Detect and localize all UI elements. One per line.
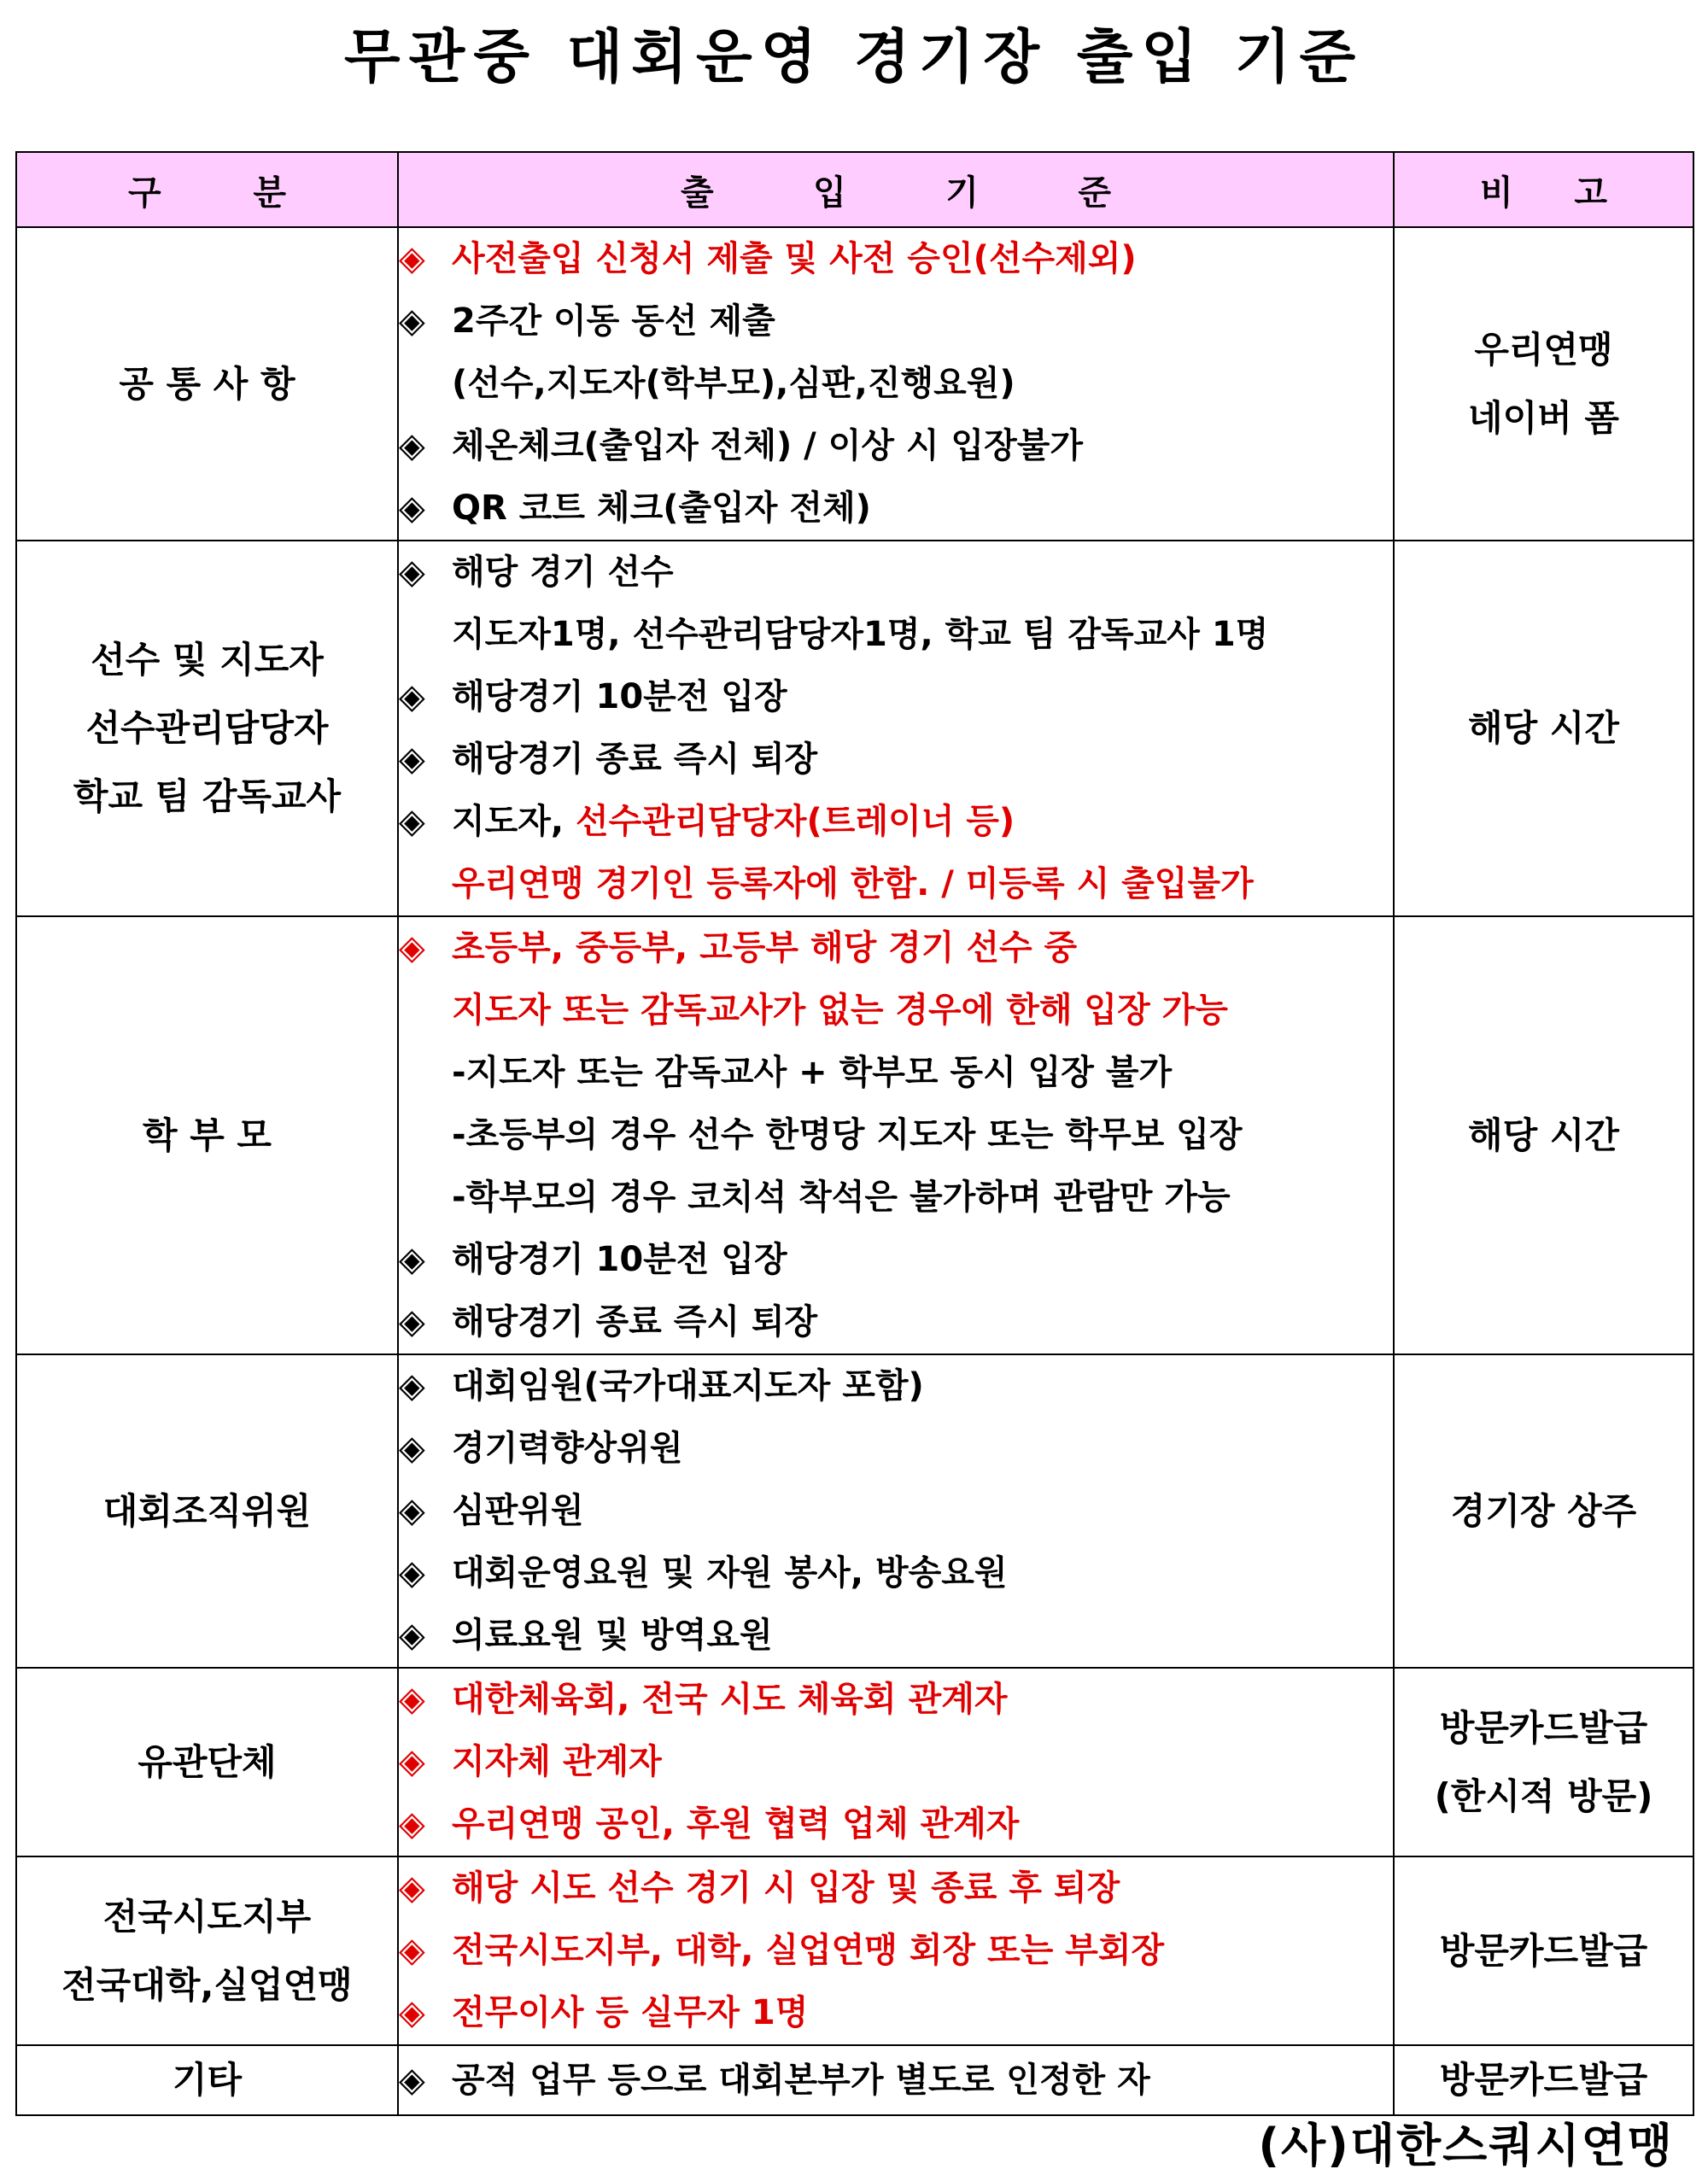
diamond-bullet-icon: ◈ <box>399 1366 425 1406</box>
criteria-line <box>399 477 1393 540</box>
criteria-line <box>399 1291 1393 1354</box>
criteria-text: 의료요원 및 방역요원 <box>452 1616 773 1655</box>
criteria-cell <box>398 541 1394 916</box>
diamond-bullet-icon: ◈ <box>399 239 425 278</box>
criteria-text: 지도자 또는 감독교사가 없는 경우에 한해 입장 가능 <box>452 991 1228 1030</box>
criteria-line <box>399 1229 1393 1291</box>
note-label: (한시적 방문) <box>1434 1774 1653 1817</box>
criteria-text: 체온체크(출입자 전체) / 이상 시 입장불가 <box>452 426 1084 465</box>
table-row <box>16 2045 1693 2115</box>
criteria-text: 경기력향상위원 <box>452 1429 683 1468</box>
category-cell <box>16 1354 398 1668</box>
criteria-line <box>399 1042 1393 1104</box>
criteria-line <box>399 1542 1393 1605</box>
note-cell <box>1394 227 1693 541</box>
category-cell <box>16 916 398 1354</box>
criteria-cell <box>398 1856 1394 2045</box>
note-cell <box>1394 2045 1693 2115</box>
category-label: 학교 팀 감독교사 <box>73 775 342 817</box>
header-note-char: 고 <box>1574 172 1607 213</box>
criteria-line <box>399 666 1393 728</box>
criteria-text: (선수,지도자(학부모),심판,진행요원) <box>452 364 1015 403</box>
note-cell <box>1394 1856 1693 2045</box>
diamond-bullet-icon: ◈ <box>399 1931 425 1970</box>
diamond-bullet-icon: ◈ <box>399 426 425 465</box>
category-label: 전국대학,실업연맹 <box>61 1963 353 2006</box>
diamond-bullet-icon: ◈ <box>399 1993 425 2032</box>
header-criteria-char: 출 <box>681 172 714 213</box>
criteria-line <box>399 1731 1393 1793</box>
criteria-text: -초등부의 경우 선수 한명당 지도자 또는 학무보 입장 <box>452 1115 1243 1155</box>
diamond-bullet-icon: ◈ <box>399 1240 425 1279</box>
criteria-text: 공적 업무 등으로 대회본부가 별도로 인정한 자 <box>452 2060 1150 2100</box>
criteria-cell <box>398 2045 1394 2115</box>
table-row <box>16 1668 1693 1856</box>
table-row <box>16 1856 1693 2045</box>
category-cell <box>16 541 398 916</box>
criteria-line <box>399 1857 1393 1920</box>
criteria-line <box>399 728 1393 791</box>
header-category-char: 분 <box>253 172 286 213</box>
table-row <box>16 916 1693 1354</box>
diamond-bullet-icon: ◈ <box>399 1680 425 1719</box>
criteria-text: 해당경기 10분전 입장 <box>452 677 787 716</box>
criteria-line <box>399 1982 1393 2044</box>
criteria-text: 해당 시도 선수 경기 시 입장 및 종료 후 퇴장 <box>452 1868 1120 1908</box>
category-cell <box>16 2045 398 2115</box>
criteria-line <box>399 979 1393 1042</box>
criteria-text: 지도자, <box>452 802 576 841</box>
criteria-line <box>399 541 1393 604</box>
category-label: 대회조직위원 <box>102 1489 312 1532</box>
diamond-bullet-icon: ◈ <box>399 1491 425 1530</box>
category-cell <box>16 227 398 541</box>
note-cell <box>1394 916 1693 1354</box>
note-label: 우리연맹 <box>1474 328 1613 371</box>
diamond-bullet-icon: ◈ <box>399 2060 425 2100</box>
note-label: 방문카드발급 <box>1439 1929 1648 1972</box>
note-label: 경기장 상주 <box>1450 1489 1637 1532</box>
diamond-bullet-icon: ◈ <box>399 740 425 779</box>
criteria-text: QR 코트 체크(출입자 전체) <box>452 488 871 528</box>
category-label: 전국시도지부 <box>102 1895 312 1938</box>
diamond-bullet-icon: ◈ <box>399 1742 425 1781</box>
criteria-text: 2주간 이동 동선 제출 <box>452 301 775 341</box>
criteria-line <box>399 1104 1393 1166</box>
criteria-line <box>399 228 1393 290</box>
diamond-bullet-icon: ◈ <box>399 553 425 592</box>
criteria-text: 해당경기 종료 즉시 퇴장 <box>452 740 818 779</box>
criteria-text: 해당 경기 선수 <box>452 553 674 592</box>
note-cell <box>1394 1668 1693 1856</box>
criteria-line <box>399 1669 1393 1731</box>
diamond-bullet-icon: ◈ <box>399 488 425 528</box>
criteria-line <box>399 1166 1393 1229</box>
diamond-bullet-icon: ◈ <box>399 802 425 841</box>
criteria-text: -지도자 또는 감독교사 + 학부모 동시 입장 불가 <box>452 1053 1173 1092</box>
criteria-text: 대회운영요원 및 자원 봉사, 방송요원 <box>452 1553 1008 1593</box>
criteria-text: 우리연맹 경기인 등록자에 한함. / 미등록 시 출입불가 <box>452 864 1254 903</box>
category-label: 학 부 모 <box>143 1114 272 1156</box>
criteria-cell <box>398 1668 1394 1856</box>
note-label: 해당 시간 <box>1468 1114 1619 1156</box>
diamond-bullet-icon: ◈ <box>399 677 425 716</box>
note-label: 해당 시간 <box>1468 707 1619 749</box>
criteria-text: -학부모의 경우 코치석 착석은 불가하며 관람만 가능 <box>452 1178 1231 1217</box>
criteria-text: 심판위원 <box>452 1491 584 1530</box>
header-category-char: 구 <box>128 172 161 213</box>
criteria-text: 전국시도지부, 대학, 실업연맹 회장 또는 부회장 <box>452 1931 1165 1970</box>
criteria-text-highlight: 선수관리담당자(트레이너 등) <box>576 802 1015 841</box>
note-label: 방문카드발급 <box>1439 2059 1648 2101</box>
category-label: 선수관리담당자 <box>85 707 329 749</box>
criteria-text: 지도자1명, 선수관리담당자1명, 학교 팀 감독교사 1명 <box>452 615 1269 654</box>
criteria-text: 대회임원(국가대표지도자 포함) <box>452 1366 924 1406</box>
criteria-line <box>399 1920 1393 1982</box>
category-cell <box>16 1668 398 1856</box>
table-header-row <box>16 152 1693 227</box>
criteria-line <box>399 1605 1393 1667</box>
header-note <box>1394 152 1693 227</box>
criteria-line <box>399 917 1393 979</box>
note-cell <box>1394 1354 1693 1668</box>
criteria-cell <box>398 1354 1394 1668</box>
criteria-line <box>399 853 1393 915</box>
criteria-line <box>399 2049 1393 2112</box>
criteria-line <box>399 1418 1393 1480</box>
criteria-text: 대한체육회, 전국 시도 체육회 관계자 <box>452 1680 1008 1719</box>
criteria-line <box>399 353 1393 415</box>
header-criteria <box>398 152 1394 227</box>
criteria-text: 초등부, 중등부, 고등부 해당 경기 선수 중 <box>452 928 1078 968</box>
criteria-text: 사전출입 신청서 제출 및 사전 승인(선수제외) <box>452 239 1137 278</box>
category-label: 기타 <box>172 2059 243 2101</box>
header-criteria-char: 입 <box>813 172 846 213</box>
table-row <box>16 227 1693 541</box>
criteria-line <box>399 1480 1393 1542</box>
note-label: 방문카드발급 <box>1439 1706 1648 1749</box>
note-label: 네이버 폼 <box>1468 396 1619 439</box>
diamond-bullet-icon: ◈ <box>399 1302 425 1342</box>
organization-signature: (사)대한스쿼시연맹 <box>1258 2119 1674 2172</box>
criteria-line <box>399 604 1393 666</box>
diamond-bullet-icon: ◈ <box>399 1429 425 1468</box>
category-label: 유관단체 <box>137 1740 277 1783</box>
table-row <box>16 541 1693 916</box>
category-cell <box>16 1856 398 2045</box>
header-criteria-char: 기 <box>945 172 979 213</box>
criteria-text: 전무이사 등 실무자 1명 <box>452 1993 809 2032</box>
page-title: 무관중 대회운영 경기장 출입 기준 <box>343 24 1365 91</box>
note-cell <box>1394 541 1693 916</box>
header-category <box>16 152 398 227</box>
table-row <box>16 1354 1693 1668</box>
diamond-bullet-icon: ◈ <box>399 1553 425 1593</box>
criteria-text: 해당경기 종료 즉시 퇴장 <box>452 1302 818 1342</box>
diamond-bullet-icon: ◈ <box>399 928 425 968</box>
criteria-cell <box>398 916 1394 1354</box>
diamond-bullet-icon: ◈ <box>399 1804 425 1844</box>
criteria-line <box>399 290 1393 353</box>
criteria-text: 지자체 관계자 <box>452 1742 662 1781</box>
criteria-line <box>399 415 1393 477</box>
header-note-char: 비 <box>1480 172 1513 213</box>
header-criteria-char: 준 <box>1078 172 1111 213</box>
criteria-line <box>399 1355 1393 1418</box>
criteria-cell <box>398 227 1394 541</box>
criteria-line <box>399 791 1393 853</box>
criteria-line <box>399 1793 1393 1856</box>
diamond-bullet-icon: ◈ <box>399 301 425 341</box>
entry-criteria-table <box>15 151 1694 2116</box>
criteria-text: 해당경기 10분전 입장 <box>452 1240 787 1279</box>
category-label: 선수 및 지도자 <box>91 639 324 681</box>
criteria-text: 우리연맹 공인, 후원 협력 업체 관계자 <box>452 1804 1020 1844</box>
category-label: 공 통 사 항 <box>119 362 295 405</box>
diamond-bullet-icon: ◈ <box>399 1616 425 1655</box>
diamond-bullet-icon: ◈ <box>399 1868 425 1908</box>
